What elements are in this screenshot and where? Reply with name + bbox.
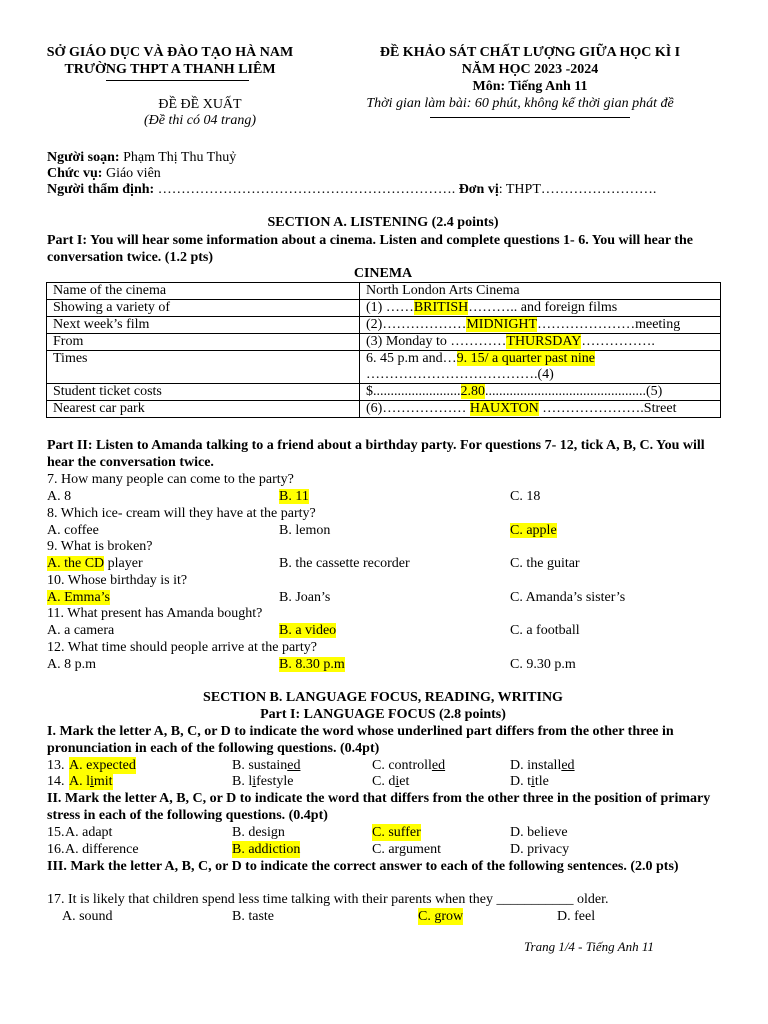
value-prefix: (2)……………… — [366, 317, 467, 332]
question-15 — [47, 824, 737, 841]
value-suffix: ……….. and foreign films — [468, 300, 618, 315]
answer-5: 2.80 — [460, 384, 485, 399]
q13-option-c[interactable]: C. controlled — [372, 758, 446, 773]
option-a[interactable]: A. 8 p.m — [47, 656, 96, 672]
cinema-row-value — [360, 283, 721, 300]
q14-option-d[interactable]: D. title — [510, 774, 549, 789]
q13-option-d[interactable]: D. installed — [510, 758, 575, 773]
dept-name: SỞ GIÁO DỤC VÀ ĐÀO TẠO HÀ NAM — [46, 45, 294, 60]
q15-option-b[interactable]: B. design — [232, 825, 285, 840]
part1-instructions: Part I: You will hear some information about a cinema. Listen and complete questions 1- 6. You will hear the conversation twice. (1.2 pts) — [47, 233, 693, 265]
value-prefix: 6. 45 p.m and… — [366, 351, 457, 366]
question-options — [47, 589, 737, 606]
q13-option-a[interactable]: A. expected — [69, 758, 136, 773]
question-13 — [47, 757, 737, 774]
value-suffix: ..............................................(5) — [485, 384, 663, 399]
part1-language-focus-title: Part I: LANGUAGE FOCUS (2.8 points) — [260, 707, 506, 722]
cinema-row — [47, 384, 721, 401]
position-line: Chức vụ: Giáo viên — [47, 166, 161, 181]
q16-option-a[interactable]: A. difference — [65, 842, 139, 857]
question-options — [47, 656, 737, 673]
cinema-row — [47, 317, 721, 334]
value-prefix: (3) Monday to ………… — [366, 334, 507, 349]
answer-6: HAUXTON — [469, 401, 539, 416]
value-suffix: ……………. — [581, 334, 655, 349]
answer-1: BRITISH — [413, 300, 469, 315]
question-stem: 8. Which ice- cream will they have at the party? — [47, 505, 316, 521]
option-b[interactable]: B. 8.30 p.m — [279, 656, 345, 672]
pronunciation-instructions: I. Mark the letter A, B, C, or D to indicate the word whose underlined part differs from the other three in pronunciation in each of the following questions. (0.4pt) — [47, 724, 674, 756]
header-rule-left — [106, 80, 249, 81]
cinema-row — [47, 300, 721, 317]
option-c[interactable]: C. Amanda’s sister’s — [510, 589, 626, 605]
value-prefix: North London Arts Cinema — [366, 283, 520, 298]
cinema-row-label: Showing a variety of — [47, 300, 360, 317]
q16-num: 16. — [47, 842, 65, 857]
part2-instructions: Part II: Listen to Amanda talking to a friend about a birthday party. For questions 7- 12, tick A, B, C. You will hear the conversation twice. — [47, 438, 705, 470]
value-prefix: (1) …… — [366, 300, 414, 315]
q16-option-b[interactable]: B. addiction — [232, 842, 301, 857]
q16-option-d[interactable]: D. privacy — [510, 842, 570, 857]
cinema-row-label: Next week’s film — [47, 317, 360, 334]
reviewer-line: Người thẩm định: ………………………………………………………. Đơn vị: THPT……………………. — [47, 182, 657, 197]
question-14 — [47, 773, 737, 790]
cinema-row-value — [360, 384, 721, 401]
option-a[interactable]: A. 8 — [47, 489, 72, 504]
cinema-table — [46, 282, 721, 418]
cinema-row — [47, 283, 721, 300]
time-allowed: Thời gian làm bài: 60 phút, không kể thời gian phát đề — [366, 96, 674, 111]
question-options — [47, 555, 737, 572]
cinema-row-value — [360, 401, 721, 418]
option-a[interactable]: A. the CD player — [47, 556, 143, 571]
option-b[interactable]: B. lemon — [279, 522, 331, 538]
cinema-row-label: Times — [47, 351, 360, 384]
cinema-row-label: Student ticket costs — [47, 384, 360, 401]
option-c[interactable]: C. apple — [510, 522, 557, 538]
cinema-row — [47, 334, 721, 351]
option-b[interactable]: B. the cassette recorder — [279, 556, 410, 571]
question-options — [47, 488, 737, 505]
q15-num: 15. — [47, 825, 65, 840]
section-a-title: SECTION A. LISTENING (2.4 points) — [267, 215, 499, 230]
question-options — [47, 522, 737, 539]
option-c[interactable]: C. a football — [510, 623, 580, 638]
option-c[interactable]: C. 18 — [510, 489, 541, 504]
cinema-row-label: Nearest car park — [47, 401, 360, 418]
cinema-row-label: From — [47, 334, 360, 351]
exam-title: ĐỀ KHẢO SÁT CHẤT LƯỢNG GIỮA HỌC KÌ I — [379, 45, 681, 60]
q17-stem: 17. It is likely that children spend less time talking with their parents when they ___________ older. — [47, 892, 609, 907]
q15-option-a[interactable]: A. adapt — [65, 825, 113, 840]
q13-num: 13. — [47, 758, 65, 773]
question-stem: 10. Whose birthday is it? — [47, 572, 188, 588]
question-stem: 11. What present has Amanda bought? — [47, 606, 263, 621]
q16-option-c[interactable]: C. argument — [372, 842, 441, 857]
q17-option-c[interactable]: C. grow — [418, 909, 464, 924]
cinema-row-label: Name of the cinema — [47, 283, 360, 300]
question-stem: 9. What is broken? — [47, 539, 153, 554]
question-stem: 7. How many people can come to the party? — [47, 472, 294, 487]
q14-option-a[interactable]: A. limit — [69, 774, 113, 789]
q15-option-d[interactable]: D. believe — [510, 825, 568, 840]
option-b[interactable]: B. a video — [279, 623, 337, 638]
answer-3: THURSDAY — [506, 334, 582, 349]
q14-num: 14. — [47, 774, 65, 789]
q13-option-b[interactable]: B. sustained — [232, 758, 301, 773]
option-a[interactable]: A. Emma’s — [47, 589, 110, 605]
answer-2: MIDNIGHT — [466, 317, 538, 332]
q14-option-b[interactable]: B. lifestyle — [232, 774, 294, 789]
question-options — [47, 622, 737, 639]
q15-option-c[interactable]: C. suffer — [372, 825, 421, 840]
q17-option-a[interactable]: A. sound — [62, 909, 113, 924]
cinema-row-value — [360, 300, 721, 317]
subject: Môn: Tiếng Anh 11 — [472, 79, 588, 94]
school-year: NĂM HỌC 2023 -2024 — [461, 62, 599, 77]
cinema-row — [47, 401, 721, 418]
q14-option-c[interactable]: C. diet — [372, 774, 410, 789]
page-footer: Trang 1/4 - Tiếng Anh 11 — [524, 939, 654, 954]
option-a[interactable]: A. coffee — [47, 522, 99, 538]
value-prefix: (6)……………… — [366, 401, 470, 416]
header-rule-right — [430, 117, 630, 118]
option-b[interactable]: B. 11 — [279, 489, 309, 504]
option-b[interactable]: B. Joan’s — [279, 589, 331, 605]
stress-instructions: II. Mark the letter A, B, C, or D to indicate the word that differs from the other three in the position of primary stress in each of the following questions. (0.4pt) — [47, 791, 711, 823]
q17-option-b[interactable]: B. taste — [232, 909, 274, 924]
grammar-instructions: III. Mark the letter A, B, C, or D to indicate the correct answer to each of the following sentences. (2.0 pts) — [47, 859, 679, 874]
cinema-row-value — [360, 317, 721, 334]
question-17-options — [47, 908, 737, 925]
value-line2: ……………………………….(4) — [366, 367, 554, 382]
option-c[interactable]: C. the guitar — [510, 556, 580, 571]
option-a[interactable]: A. a camera — [47, 623, 115, 638]
q17-option-d[interactable]: D. feel — [557, 909, 596, 924]
cinema-row-value — [360, 351, 721, 384]
option-c[interactable]: C. 9.30 p.m — [510, 656, 576, 672]
value-prefix: $......................... — [366, 384, 461, 399]
page-count: (Đề thi có 04 trang) — [144, 113, 256, 128]
question-stem: 12. What time should people arrive at the party? — [47, 639, 317, 655]
section-b-title: SECTION B. LANGUAGE FOCUS, READING, WRITING — [203, 690, 563, 705]
school-name: TRƯỜNG THPT A THANH LIÊM — [64, 62, 276, 77]
value-suffix: ………………….Street — [538, 401, 677, 416]
proposal-label: ĐỀ ĐỀ XUẤT — [158, 97, 242, 112]
answer-4: 9. 15/ a quarter past nine — [456, 351, 596, 366]
cinema-table-title: CINEMA — [353, 266, 413, 281]
cinema-row — [47, 351, 721, 384]
cinema-row-value — [360, 334, 721, 351]
value-suffix: …………………meeting — [537, 317, 681, 332]
composer-line: Người soạn: Phạm Thị Thu Thuỷ — [47, 150, 237, 165]
question-16 — [47, 841, 737, 858]
